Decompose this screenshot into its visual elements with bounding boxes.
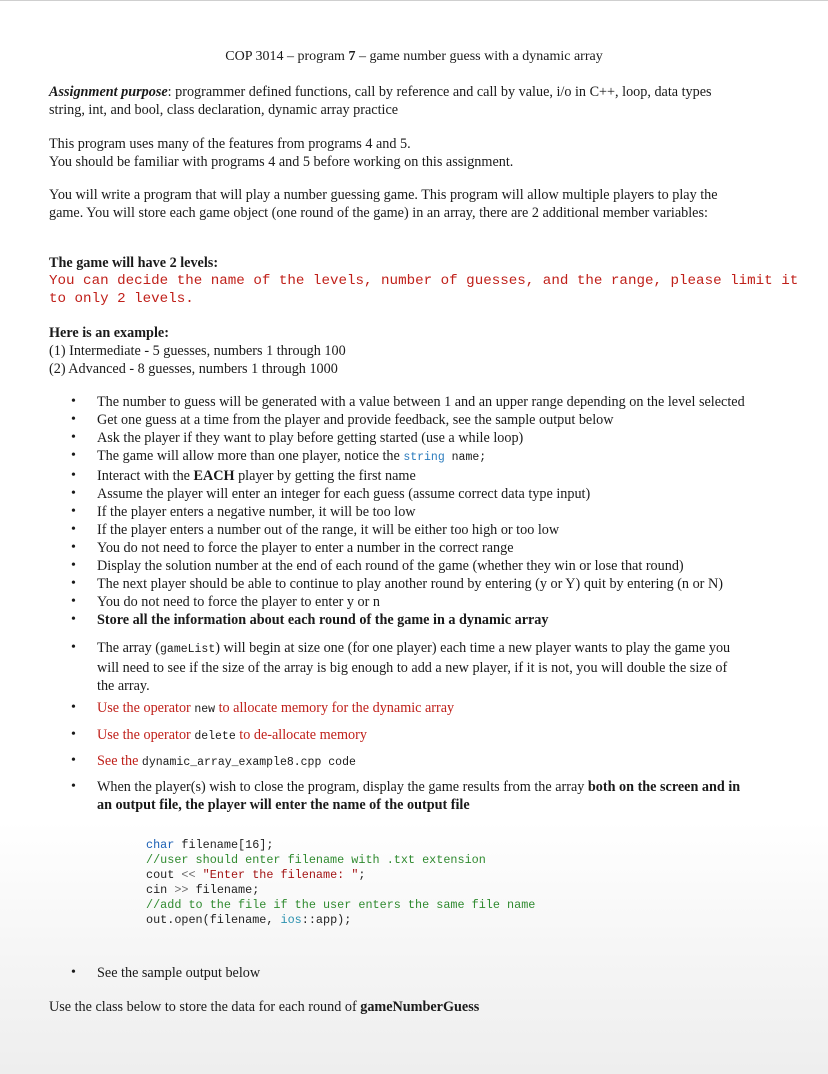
bullet-icon: •	[71, 640, 76, 655]
list-item: • See the sample output below	[71, 965, 261, 981]
list-item: • When the player(s) wish to close the program, display the game results from the array both on the screen and in an output file, the player will enter the name of the output file	[71, 779, 741, 813]
intro-paragraph: This program uses many of the features from programs 4 and 5. You should be familiar with programs 4 and 5 before working on this assignment.	[49, 136, 514, 170]
assignment-purpose: Assignment purpose: programmer defined functions, call by reference and call by value, i/o in C++, loop, data types string, int, and bool, class declaration, dynamic array practice	[49, 84, 712, 118]
bullet-icon: •	[71, 612, 76, 627]
requirements-list	[0, 393, 787, 629]
list-item: • Use the operator new to allocate memory for the dynamic array	[71, 700, 455, 716]
bullet-icon: •	[71, 540, 76, 555]
levels-section: The game will have 2 levels: You can decide the name of the levels, number of guesses, and the range, please limit it to only 2 levels.	[49, 255, 799, 307]
bullet-icon: •	[71, 576, 76, 591]
code-line: //user should enter filename with .txt extension	[146, 853, 486, 867]
bullet-icon: •	[71, 700, 76, 715]
list-item: • You do not need to force the player to enter y or n	[71, 594, 381, 610]
list-item: • The next player should be able to continue to play another round by entering (y or Y) quit by entering (n or N)	[71, 576, 723, 592]
list-item: • Assume the player will enter an integer for each guess (assume correct data type input)	[71, 486, 591, 502]
requirements-list-continued	[0, 639, 787, 695]
sample-output-list	[0, 964, 787, 982]
list-item: • The array (gameList) will begin at size one (for one player) each time a new player wants to play the game you will need to see if the size of the array is big enough to add a new player, if it is not, you will double the size of the array.	[71, 640, 731, 694]
output-list	[0, 778, 787, 814]
list-item: • Store all the information about each round of the game in a dynamic array	[71, 612, 549, 628]
code-line: char filename[16];	[146, 838, 274, 852]
list-item: • Interact with the EACH player by getting the first name	[71, 468, 416, 484]
list-item: • Display the solution number at the end of each round of the game (whether they win or lose that round)	[71, 558, 684, 574]
description-paragraph: You will write a program that will play a number guessing game. This program will allow multiple players to play the game. You will store each game object (one round of the game) in an array, there are 2 additional member variables:	[49, 187, 718, 221]
page-title: COP 3014 – program 7 – game number guess with a dynamic array	[225, 49, 603, 64]
list-item: • If the player enters a number out of the range, it will be either too high or too low	[71, 522, 560, 538]
memory-list-2	[0, 726, 787, 746]
code-snippet	[146, 838, 535, 928]
bullet-icon: •	[71, 430, 76, 445]
code-line: out.open(filename, ios::app);	[146, 913, 352, 927]
example-section: Here is an example: (1) Intermediate - 5 guesses, numbers 1 through 100 (2) Advanced - 8 guesses, numbers 1 through 1000	[49, 325, 346, 377]
list-item: • The game will allow more than one player, notice the string name;	[71, 448, 487, 464]
bullet-icon: •	[71, 779, 76, 794]
bullet-icon: •	[71, 394, 76, 409]
bullet-icon: •	[71, 558, 76, 573]
bullet-icon: •	[71, 753, 76, 768]
list-item: • You do not need to force the player to enter a number in the correct range	[71, 540, 514, 556]
list-item: • The number to guess will be generated with a value between 1 and an upper range depending on the level selected	[71, 394, 745, 410]
bullet-icon: •	[71, 522, 76, 537]
memory-list	[0, 699, 787, 719]
bullet-icon: •	[71, 486, 76, 501]
code-line: cin >> filename;	[146, 883, 260, 897]
list-item: • If the player enters a negative number, it will be too low	[71, 504, 416, 520]
bullet-icon: •	[71, 448, 76, 463]
code-line: //add to the file if the user enters the same file name	[146, 898, 536, 912]
bullet-icon: •	[71, 468, 76, 483]
example-reference-list	[0, 752, 787, 772]
bullet-icon: •	[71, 727, 76, 742]
list-item: • Get one guess at a time from the player and provide feedback, see the sample output below	[71, 412, 614, 428]
list-item: • Ask the player if they want to play before getting started (use a while loop)	[71, 430, 524, 446]
class-intro: Use the class below to store the data for each round of gameNumberGuess	[49, 999, 480, 1015]
code-line: cout << "Enter the filename: ";	[146, 868, 366, 882]
list-item: • Use the operator delete to de-allocate memory	[71, 727, 367, 743]
bullet-icon: •	[71, 504, 76, 519]
bullet-icon: •	[71, 594, 76, 609]
list-item: • See the dynamic_array_example8.cpp code	[71, 753, 356, 769]
bullet-icon: •	[71, 965, 76, 980]
bullet-icon: •	[71, 412, 76, 427]
